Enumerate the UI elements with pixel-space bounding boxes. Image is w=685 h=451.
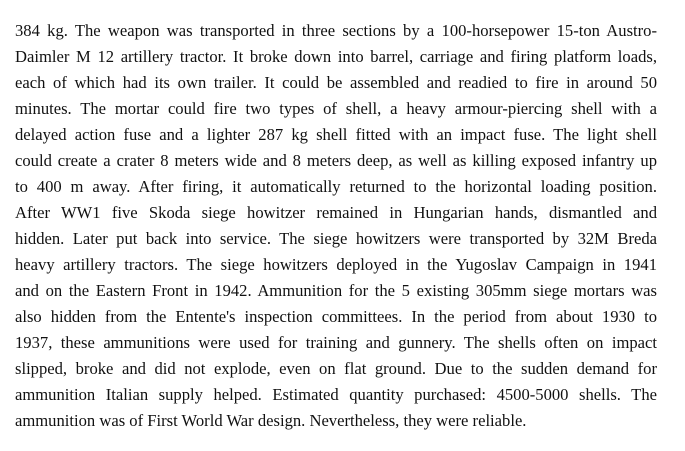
paragraph-line: minutes. The mortar could fire two types of shell, a heavy armour-piercing shell with a	[15, 99, 657, 118]
paragraph-line: ammunition was of First World War design. Nevertheless, they were reliable.	[15, 411, 527, 430]
paragraph-line: could create a crater 8 meters wide and 8 meters deep, as well as killing exposed infantry up	[15, 151, 657, 170]
document-page	[15, 18, 657, 434]
paragraph-line: to 400 m away. After firing, it automatically returned to the horizontal loading position.	[15, 177, 657, 196]
paragraph-line: After WW1 five Skoda siege howitzer remained in Hungarian hands, dismantled and	[15, 203, 657, 222]
paragraph-line: slipped, broke and did not explode, even on flat ground. Due to the sudden demand for	[15, 359, 657, 378]
paragraph-line: heavy artillery tractors. The siege howitzers deployed in the Yugoslav Campaign in 1941	[15, 255, 657, 274]
paragraph-line: Daimler M 12 artillery tractor. It broke down into barrel, carriage and firing platform loads,	[15, 47, 657, 66]
paragraph-line: each of which had its own trailer. It could be assembled and readied to fire in around 50	[15, 73, 657, 92]
paragraph-line: and on the Eastern Front in 1942. Ammunition for the 5 existing 305mm siege mortars was	[15, 281, 657, 300]
body-paragraph	[15, 18, 657, 434]
paragraph-line: ammunition Italian supply helped. Estimated quantity purchased: 4500-5000 shells. The	[15, 385, 657, 404]
paragraph-line: 1937, these ammunitions were used for training and gunnery. The shells often on impact	[15, 333, 657, 352]
paragraph-line: hidden. Later put back into service. The siege howitzers were transported by 32M Breda	[15, 229, 657, 248]
paragraph-line: 384 kg. The weapon was transported in three sections by a 100-horsepower 15-ton Austro-	[15, 21, 657, 40]
paragraph-line: delayed action fuse and a lighter 287 kg shell fitted with an impact fuse. The light shell	[15, 125, 657, 144]
paragraph-line: also hidden from the Entente's inspection committees. In the period from about 1930 to	[15, 307, 657, 326]
